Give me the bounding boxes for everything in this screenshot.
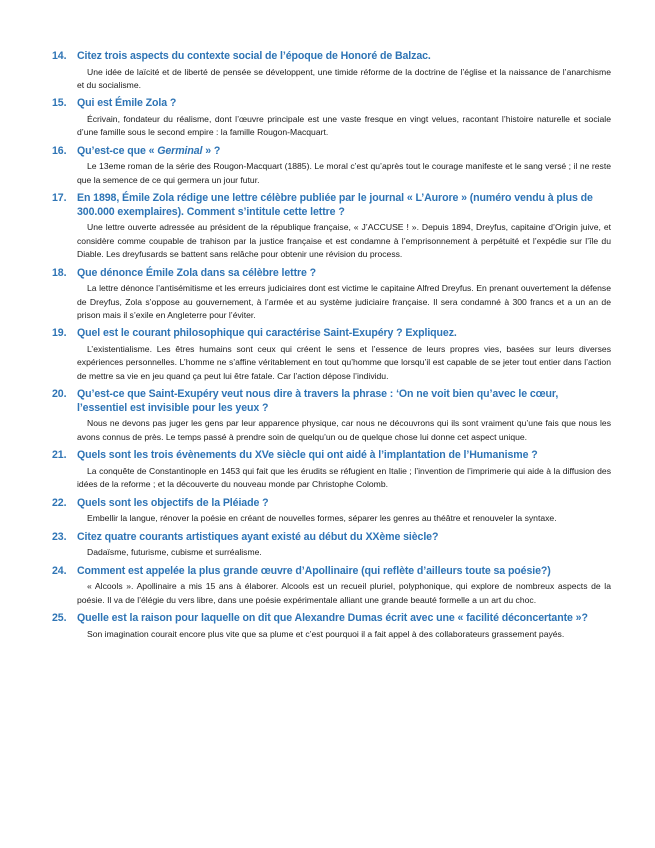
qa-item-18 [52,267,611,323]
question-text: Qui est Émile Zola ? [77,97,177,110]
question-heading [52,267,611,281]
question-heading [52,388,611,415]
question-heading [52,531,611,545]
question-text: Citez trois aspects du contexte social de l’époque de Honoré de Balzac. [77,50,431,62]
question-text-title: Germinal [157,144,203,157]
question-heading [52,97,611,111]
question-text: Quels sont les objectifs de la Pléiade ? [77,496,269,509]
qa-item-24 [52,565,611,607]
qa-item-21 [52,449,611,491]
question-number: 22. [52,496,67,509]
answer-paragraph: « Alcools ». Apollinaire a mis 15 ans à élaborer. Alcools est un recueil pluriel, polyphonique, qui explore de nombreux aspects de la poésie. Il va de l’élégie du vers libre, dans une poésie expérimentale alliant une grande beauté formelle a un art du choc. [77,581,611,605]
question-text-post: » ? [202,144,221,157]
answer-paragraph: Une idée de laïcité et de liberté de pensée se développent, une timide réforme de la doctrine de l’église et la naissance de l’anarchisme et du socialisme. [77,66,611,90]
question-number: 23. [52,530,67,543]
question-text: En 1898, Émile Zola rédige une lettre célèbre publiée par le journal « L’Aurore » (numéro vendu à plus de 300.000 exemplaires). Comment s’intitule cette lettre ? [77,192,593,218]
question-number: 24. [52,564,67,577]
question-text: Comment est appelée la plus grande œuvre d’Apollinaire (qui reflète d’ailleurs toute sa poésie?) [77,564,551,577]
question-text [77,145,611,159]
question-number: 15. [52,97,67,110]
question-text: Quels sont les trois évènements du XVe siècle qui ont aidé à l’implantation de l’Humanisme ? [77,449,538,462]
question-heading [52,327,611,341]
question-number: 18. [52,266,67,279]
qa-item-20 [52,388,611,444]
question-number: 21. [52,449,67,462]
question-number: 20. [52,388,67,401]
answer-paragraph: Le 13eme roman de la série des Rougon-Macquart (1885). Le moral c’est qu’après tout le courage manifeste et le sang versé ; il ne reste que la semence de ce qui germera un jour futur. [77,161,611,185]
qa-item-15 [52,97,611,139]
qa-item-14 [52,50,611,92]
qa-item-17 [52,192,611,261]
question-number: 19. [52,327,67,340]
question-heading [52,145,611,159]
question-number: 17. [52,192,67,205]
question-text: Qu’est-ce que Saint-Exupéry veut nous dire à travers la phrase : ‘On ne voit bien qu’avec le cœur, l’essentiel est invisible pour les yeux ? [77,388,559,414]
question-heading [52,449,611,463]
question-heading [52,612,611,626]
question-heading [52,497,611,511]
answer-paragraph: Embellir la langue, rénover la poésie en créant de nouvelles formes, séparer les genres au théâtre et renouveler la syntaxe. [87,513,557,524]
question-text: Que dénonce Émile Zola dans sa célèbre lettre ? [77,266,317,279]
answer-paragraph: Une lettre ouverte adressée au président de la république française, « J’ACCUSE ! ». Depuis 1894, Dreyfus, capitaine d’Origin juive, et considère comme coupable de trahison par la justice française et est condamne à l’emprisonnement à perpétuité et l’expédie sur l’île du Diable. Les dreyfusards se battent sans relâche pour obtenir une révision du process. [77,222,611,260]
question-number: 14. [52,50,67,62]
qa-item-19 [52,327,611,383]
question-heading [52,50,611,64]
answer-paragraph: La conquête de Constantinople en 1453 qui fait que les érudits se réfugient en Italie ; l’invention de l’imprimerie qui aide à la diffusion des idées de la reforme ; et la découverte du nouveau monde par Christophe Colomb. [77,465,611,490]
question-number: 25. [52,612,67,625]
question-text-pre: Qu’est-ce que « [77,144,158,157]
question-text: Quelle est la raison pour laquelle on dit que Alexandre Dumas écrit avec une « facilité déconcertante »? [77,612,588,625]
question-text: Citez quatre courants artistiques ayant existé au début du XXème siècle? [77,530,439,543]
answer-paragraph: Nous ne devons pas juger les gens par leur apparence physique, car nous ne découvrons qui ils sont vraiment qu’une fais que nous les avons connus de près. Le temps passé à prendre soin de quelqu’un ou de quelque chose lui donne cet aspect unique. [77,418,611,442]
question-heading [52,565,611,579]
answer-paragraph: L’existentialisme. Les êtres humains sont ceux qui créent le sens et l’essence de leurs propres vies, basées sur leurs diverses expériences personnelles. L’homme ne s’affine véritablement en tout qu’homme que lorsqu’il est capable de se jeter tout entier dans l’action de mettre sa vie en jeu quand ça peut lui être fatale. Car l’action dépose l’individu. [77,344,611,381]
qa-item-16 [52,145,611,187]
answer-paragraph: Écrivain, fondateur du réalisme, dont l’œuvre principale est une vaste fresque en vingt velues, racontant l’histoire naturelle et sociale d’une famille sous le second empire : la famille Rougon-Macquart. [77,114,611,138]
question-heading [52,192,611,219]
question-number: 16. [52,144,67,157]
qa-item-25 [52,612,611,641]
answer-paragraph: La lettre dénonce l’antisémitisme et les erreurs judiciaires dont est victime le capitaine Alfred Dreyfus. En prenant ouvertement la défense de Dreyfus, Zola s’oppose au gouvernement, à l’armée et au système judiciaire française. Il sera condamné à 300 francs et a un an de prison mais il s’exile en Angleterre pour l’éviter. [77,283,611,321]
qa-item-23 [52,531,611,560]
answer-paragraph: Dadaïsme, futurisme, cubisme et surréalisme. [87,547,262,558]
question-text: Quel est le courant philosophique qui caractérise Saint-Exupéry ? Expliquez. [77,327,457,340]
answer-paragraph: Son imagination courait encore plus vite que sa plume et c’est pourquoi il a fait appel à des collaborateurs grassement payés. [87,628,565,639]
qa-item-22 [52,497,611,526]
